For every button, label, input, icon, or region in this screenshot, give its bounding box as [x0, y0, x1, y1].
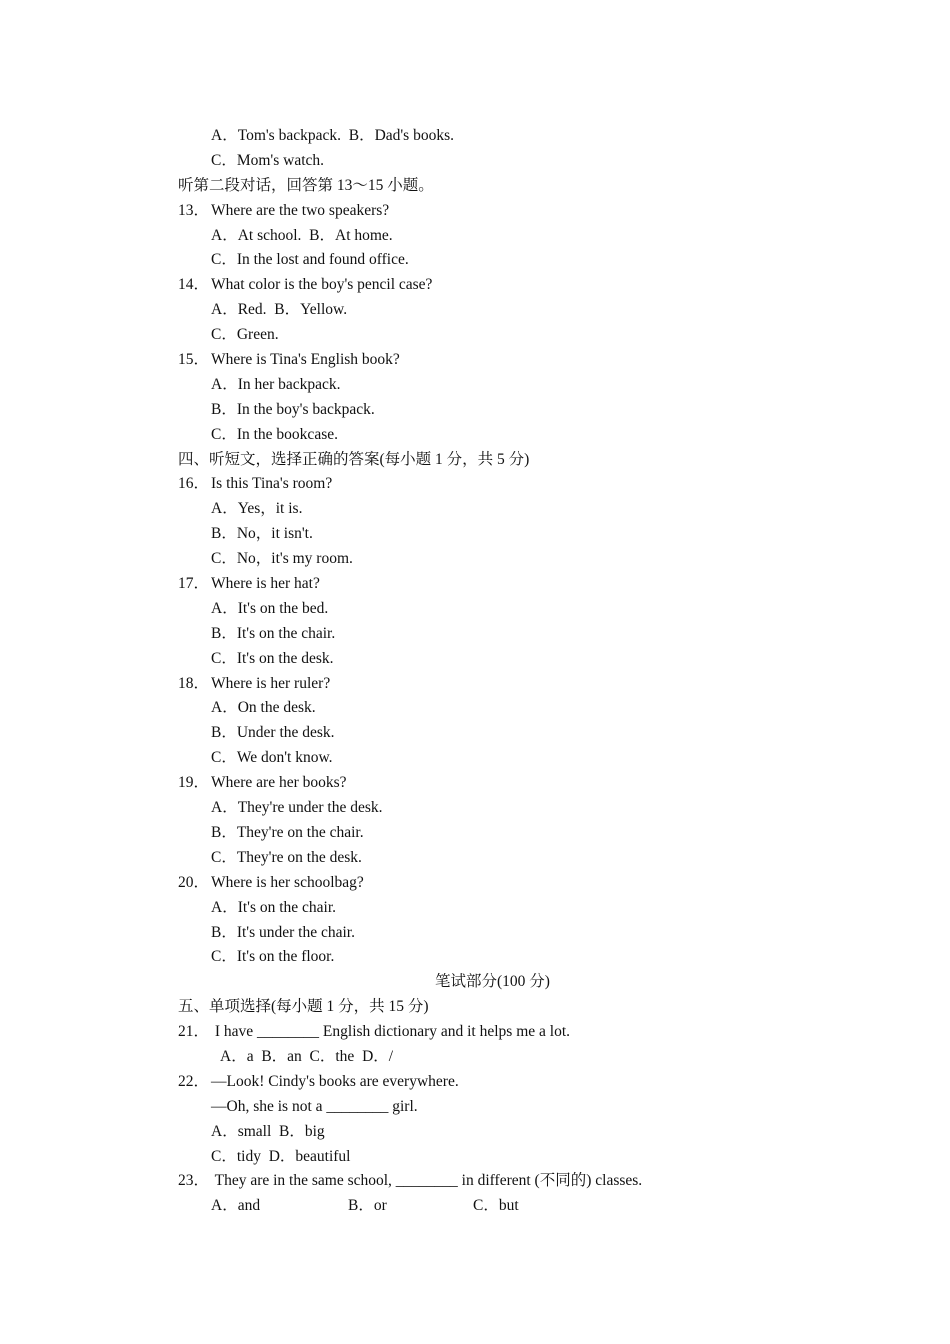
- question-text: Where is her schoolbag?: [211, 873, 364, 891]
- option-line: B．In the boy's backpack.: [211, 400, 375, 418]
- option-line: C．In the lost and found office.: [211, 251, 409, 269]
- option-line: B．Under the desk.: [211, 724, 335, 742]
- option-line: A．Red. B．Yellow.: [211, 301, 348, 319]
- section-heading: 听第二段对话，回答第 13～15 小题。: [178, 176, 434, 194]
- question-number: 14．: [178, 276, 210, 294]
- question-line: [0, 1169, 950, 1194]
- option-line: A．They're under the desk.: [211, 799, 383, 817]
- option-row: [0, 1194, 950, 1219]
- option-line: A．It's on the chair.: [211, 898, 337, 916]
- option-line: B．They're on the chair.: [211, 823, 364, 841]
- question-number: 21．: [178, 1023, 210, 1041]
- question-line: [0, 672, 950, 697]
- question-text: What color is the boy's pencil case?: [211, 276, 433, 294]
- question-text: I have ________ English dictionary and it helps me a lot.: [211, 1023, 571, 1041]
- option-line: C．tidy D．beautiful: [211, 1147, 351, 1165]
- question-line: [0, 199, 950, 224]
- question-text: —Look! Cindy's books are everywhere.: [211, 1072, 459, 1090]
- option-line: C．In the bookcase.: [211, 425, 338, 443]
- question-number: 13．: [178, 201, 210, 219]
- section-heading: 五、单项选择(每小题 1 分，共 15 分): [178, 998, 429, 1016]
- question-number: 22．: [178, 1072, 210, 1090]
- question-text: Where are the two speakers?: [211, 201, 390, 219]
- question-number: 16．: [178, 475, 210, 493]
- question-line: [0, 1070, 950, 1095]
- option-line: B．It's under the chair.: [211, 923, 355, 941]
- option-line: C．It's on the floor.: [211, 948, 335, 966]
- option-line: —Oh, she is not a ________ girl.: [211, 1097, 418, 1115]
- option-line: C．It's on the desk.: [211, 649, 334, 667]
- question-number: 23．: [178, 1172, 210, 1190]
- option-line: A．small B．big: [211, 1122, 325, 1140]
- option-text: C．but: [473, 1197, 519, 1215]
- section-heading: 四、听短文，选择正确的答案(每小题 1 分，共 5 分): [178, 450, 530, 468]
- option-line: C．We don't know.: [211, 749, 333, 767]
- option-line: C．No，it's my room.: [211, 550, 353, 568]
- question-text: Where is her hat?: [211, 575, 320, 593]
- question-number: 15．: [178, 351, 210, 369]
- question-line: [0, 572, 950, 597]
- option-line: A．Yes，it is.: [211, 500, 303, 518]
- question-text: They are in the same school, ________ in different (不同的) classes.: [211, 1172, 643, 1190]
- option-line: B．No，it isn't.: [211, 525, 313, 543]
- question-line: [0, 472, 950, 497]
- question-line: [0, 273, 950, 298]
- question-text: Is this Tina's room?: [211, 475, 333, 493]
- document-page: [0, 124, 950, 1219]
- option-line: A．Tom's backpack. B．Dad's books.: [211, 127, 454, 144]
- question-text: Where is Tina's English book?: [211, 351, 400, 369]
- option-text: A．and: [211, 1197, 261, 1215]
- question-line: [0, 348, 950, 373]
- option-line: B．It's on the chair.: [211, 624, 336, 642]
- question-number: 17．: [178, 575, 210, 593]
- option-line: A．In her backpack.: [211, 375, 341, 393]
- option-text: B．or: [348, 1197, 387, 1215]
- option-line: C．Mom's watch.: [211, 151, 325, 169]
- question-text: Where is her ruler?: [211, 674, 331, 692]
- question-number: 18．: [178, 674, 210, 692]
- part-heading: 笔试部分(100 分): [435, 973, 550, 991]
- question-line: [0, 1020, 950, 1045]
- option-line: C．Green.: [211, 326, 279, 344]
- option-line: A．At school. B．At home.: [211, 226, 393, 244]
- option-line: A．It's on the bed.: [211, 599, 329, 617]
- question-number: 20．: [178, 873, 210, 891]
- question-line: [0, 771, 950, 796]
- option-line: A．a B．an C．the D．/: [220, 1047, 394, 1065]
- option-line: A．On the desk.: [211, 699, 316, 717]
- question-line: [0, 871, 950, 896]
- question-number: 19．: [178, 774, 210, 792]
- option-line: C．They're on the desk.: [211, 848, 362, 866]
- question-text: Where are her books?: [211, 774, 347, 792]
